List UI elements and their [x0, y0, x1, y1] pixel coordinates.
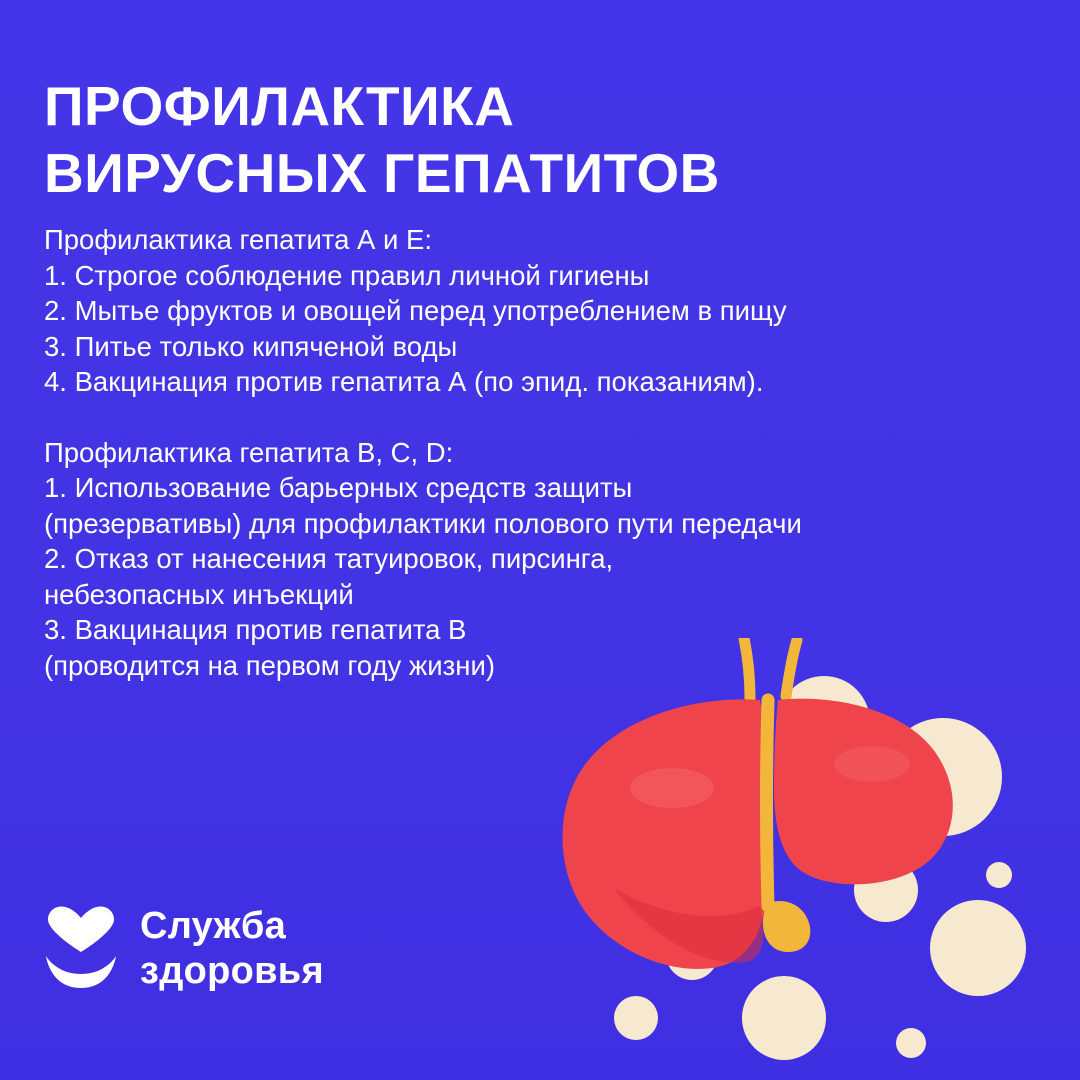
list-item: 3. Вакцинация против гепатита B: [44, 614, 467, 645]
section-hepatitis-ae: [44, 222, 1044, 400]
smile-icon: [44, 954, 118, 990]
title-line-2: ВИРУСНЫХ ГЕПАТИТОВ: [44, 141, 720, 204]
list-item: 2. Отказ от нанесения татуировок, пирсинга,: [44, 543, 614, 574]
logo-text: [140, 904, 324, 994]
brand-logo: [44, 904, 324, 994]
logo-line-2: здоровья: [140, 950, 324, 992]
heart-icon: [46, 906, 116, 952]
content-body: [44, 222, 1044, 683]
section-heading: Профилактика гепатита B, C, D:: [44, 436, 454, 468]
logo-mark: [44, 906, 118, 992]
page-title: [44, 73, 1044, 207]
list-item: (презервативы) для профилактики полового пути передачи: [44, 507, 802, 539]
section-heading: Профилактика гепатита А и Е:: [44, 224, 432, 255]
liver-illustration: [554, 638, 984, 1028]
list-item: 2. Мытье фруктов и овощей перед употреблением в пищу: [44, 295, 787, 326]
logo-line-1: Служба: [140, 905, 287, 947]
list-item: 4. Вакцинация против гепатита А (по эпид. показаниям).: [44, 366, 764, 397]
list-item: 1. Использование барьерных средств защиты: [44, 472, 633, 503]
list-item: 3. Питье только кипяченой воды: [44, 330, 458, 362]
list-item: 1. Строгое соблюдение правил личной гигиены: [44, 259, 650, 291]
title-line-1: ПРОФИЛАКТИКА: [44, 74, 515, 137]
bubble: [896, 1028, 926, 1058]
bubble: [986, 862, 1012, 888]
list-item: (проводится на первом году жизни): [44, 649, 495, 681]
list-item: небезопасных инъекций: [44, 578, 354, 610]
